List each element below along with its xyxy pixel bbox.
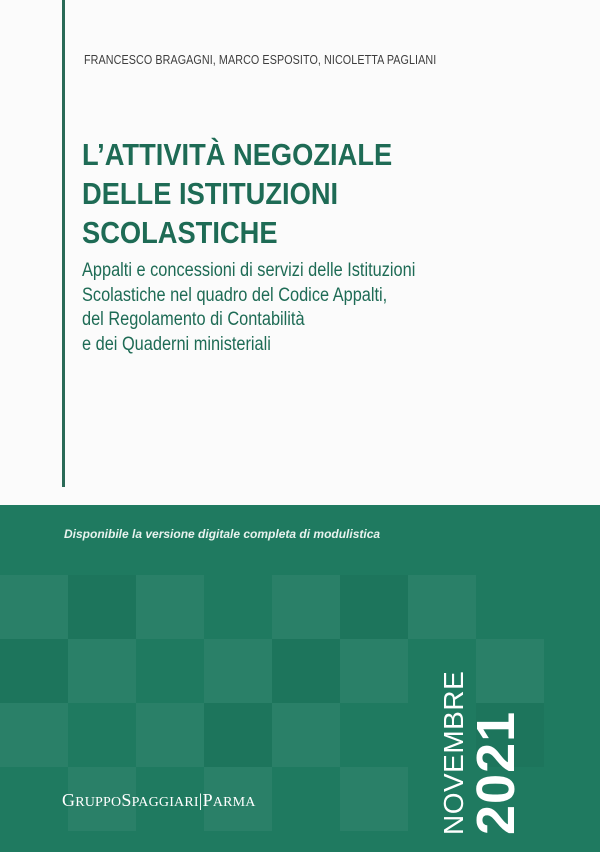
title-line: L’ATTIVITÀ NEGOZIALE bbox=[82, 137, 393, 172]
edition-year: 2021 bbox=[466, 710, 526, 835]
publisher-word: PARMA bbox=[202, 790, 256, 810]
authors-line: FRANCESCO BRAGAGNI, MARCO ESPOSITO, NICOLETTA PAGLIANI bbox=[84, 53, 437, 67]
edition-date bbox=[437, 670, 526, 835]
subtitle-line: Appalti e concessioni di servizi delle Istituzioni bbox=[82, 260, 416, 281]
vertical-rule bbox=[62, 0, 65, 487]
book-title bbox=[82, 135, 392, 252]
subtitle-line: e dei Quaderni ministeriali bbox=[82, 333, 271, 355]
publisher-divider: | bbox=[198, 790, 203, 810]
publisher-logo bbox=[62, 790, 256, 811]
title-line: SCOLASTICHE bbox=[82, 215, 278, 250]
book-subtitle bbox=[82, 259, 415, 357]
edition-month: NOVEMBRE bbox=[438, 670, 469, 835]
publisher-word: SPAGGIARI bbox=[121, 790, 199, 810]
title-line: DELLE ISTITUZIONI bbox=[82, 176, 339, 211]
publisher-word: GRUPPO bbox=[62, 790, 122, 810]
digital-version-note: Disponibile la versione digitale completa di modulistica bbox=[64, 527, 381, 541]
subtitle-line: Scolastiche nel quadro del Codice Appalti, bbox=[82, 284, 388, 306]
subtitle-line: del Regolamento di Contabilità bbox=[82, 309, 305, 330]
